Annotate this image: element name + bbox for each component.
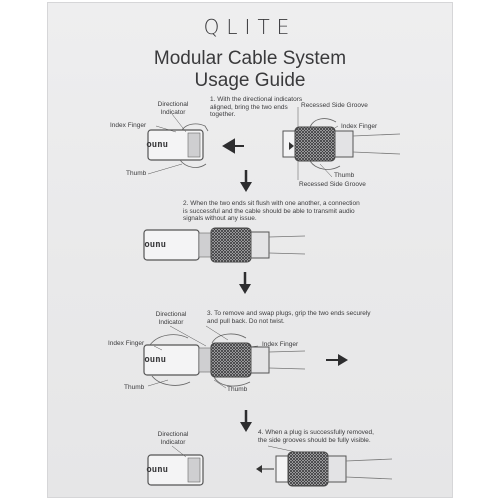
step1-index-finger-left-label: Index Finger	[110, 122, 147, 129]
step4-line-1: 4. When a plug is successfully removed,	[258, 429, 374, 436]
step1-indicator-word: Indicator	[160, 108, 186, 116]
step1-thumb-right-label: Thumb	[334, 172, 355, 179]
step1-arrow-left	[224, 140, 244, 152]
step3-index-finger-right-label: Index Finger	[262, 341, 299, 348]
title-line-1: Modular Cable System	[153, 48, 347, 69]
step4-arrow-left	[256, 465, 274, 473]
step1-line-1: 1. With the directional indicators	[210, 96, 303, 103]
step4-instructions	[258, 429, 374, 444]
step3-plug-marking: nuno	[144, 354, 166, 364]
step2-line-2: is successful and the cable should be able to transmit audio	[183, 207, 355, 215]
step4-arrow-down	[240, 410, 252, 432]
step3-line-2: and pull back. Do not twist.	[207, 317, 285, 325]
step1-line-3: together.	[210, 111, 236, 118]
step1-instructions	[210, 96, 302, 119]
step2-connected-plug	[144, 228, 305, 262]
step1-recessed-groove-top-label: Recessed Side Groove	[301, 102, 368, 109]
step1-directional-indicator-label	[150, 101, 196, 116]
step3-directional-word: Directional	[155, 311, 187, 318]
step3-thumb-right-label: Thumb	[227, 386, 248, 393]
step4-plug-marking: nuno	[146, 464, 168, 474]
step4-right-plug	[276, 452, 392, 486]
step2-instructions	[183, 200, 360, 223]
step4-directional-word: Directional	[157, 431, 189, 438]
step4-line-2: the side grooves should be fully visible.	[258, 436, 371, 444]
step1-directional-word: Directional	[157, 101, 189, 108]
step3-index-finger-left-label: Index Finger	[108, 340, 145, 347]
step3-instructions	[207, 310, 371, 325]
brand-logo: QLITE	[203, 15, 297, 39]
step3-arrow-down	[239, 272, 251, 294]
step3-directional-indicator-label	[148, 311, 194, 326]
step3-line-1: 3. To remove and swap plugs, grip the two ends securely	[207, 310, 371, 317]
step1-plug-marking: nuno	[146, 139, 168, 149]
step1-line-2: aligned, bring the two ends	[210, 103, 288, 111]
title-line-2: Usage Guide	[194, 70, 306, 91]
step3-thumb-left-label: Thumb	[124, 384, 145, 391]
step4-indicator-word: Indicator	[160, 438, 186, 446]
step2-plug-marking: nuno	[144, 239, 166, 249]
step3-indicator-word: Indicator	[158, 318, 184, 326]
step2-line-3: signals without any issue.	[183, 215, 257, 222]
step1-index-finger-right-label: Index Finger	[341, 123, 378, 130]
step1-right-plug	[283, 127, 400, 161]
step1-thumb-left-label: Thumb	[126, 170, 147, 177]
step4-directional-indicator-label	[150, 431, 196, 446]
step3-arrow-right	[326, 354, 348, 366]
step2-line-1: 2. When the two ends sit flush with one another, a connection	[183, 200, 360, 207]
step1-recessed-groove-bottom-label: Recessed Side Groove	[299, 181, 366, 188]
step2-arrow-down	[240, 170, 252, 192]
